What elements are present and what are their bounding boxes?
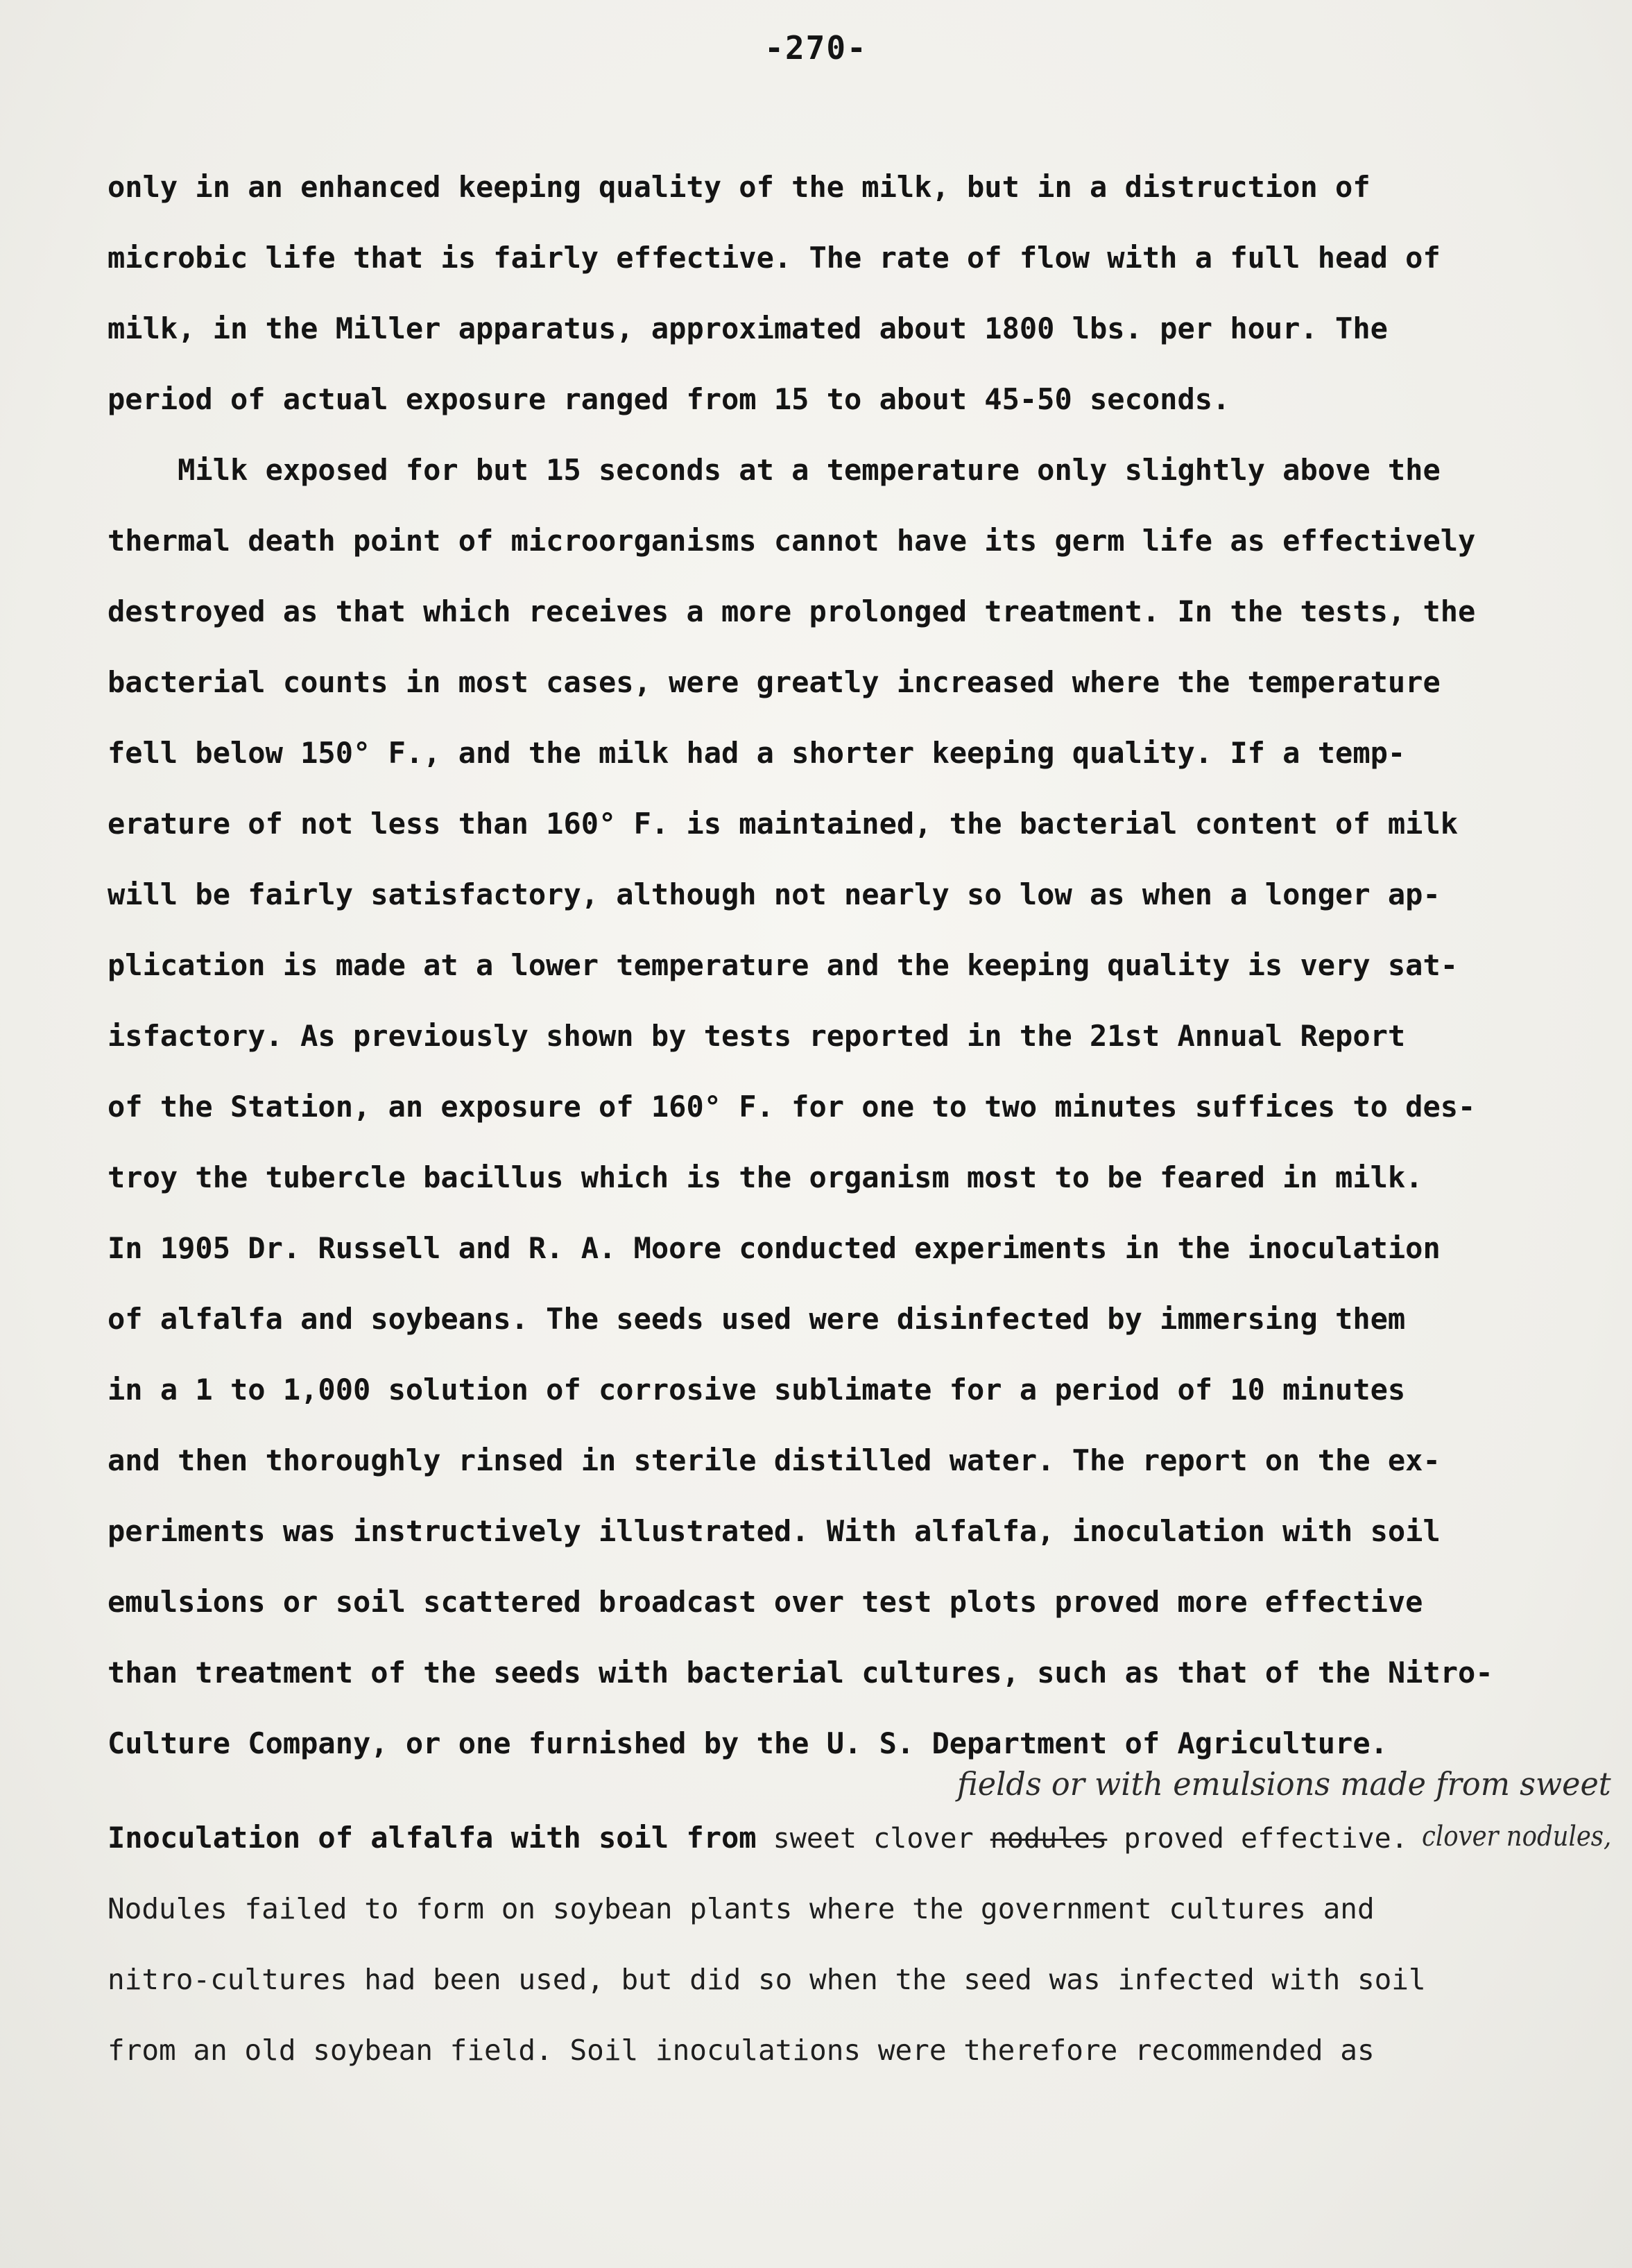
- handwritten-insertion: fields or with emulsions made from sweet: [957, 1765, 1611, 1803]
- text-line-16: In 1905 Dr. Russell and R. A. Moore conducted experiments in the inoculation: [108, 1231, 1441, 1265]
- handwritten-margin-note: clover nodules,: [1422, 1821, 1612, 1853]
- text-line-25: Nodules failed to form on soybean plants where the government cultures and: [108, 1892, 1375, 1925]
- text-line-8: bacterial counts in most cases, were greatly increased where the temperature: [108, 665, 1441, 699]
- text-line-24: [108, 1817, 1408, 1859]
- text-line-3: milk, in the Miller apparatus, approximated about 1800 lbs. per hour. The: [108, 311, 1388, 345]
- text-line-26: nitro-cultures had been used, but did so when the seed was infected with soil: [108, 1963, 1426, 1996]
- struck-word: nodules: [990, 1823, 1108, 1855]
- page-number: -270-: [764, 29, 868, 67]
- text-line-14: of the Station, an exposure of 160° F. for one to two minutes suffices to des-: [108, 1090, 1476, 1124]
- text-line-17: of alfalfa and soybeans. The seeds used were disinfected by immersing them: [108, 1302, 1406, 1336]
- text-line-9: fell below 150° F., and the milk had a shorter keeping quality. If a temp-: [108, 736, 1406, 770]
- text-line-4: period of actual exposure ranged from 15 to about 45-50 seconds.: [108, 382, 1230, 416]
- text-line-27: from an old soybean field. Soil inoculations were therefore recommended as: [108, 2034, 1375, 2067]
- text-line-7: destroyed as that which receives a more prolonged treatment. In the tests, the: [108, 594, 1476, 628]
- text-line-13: isfactory. As previously shown by tests reported in the 21st Annual Report: [108, 1019, 1406, 1053]
- text-line-19: and then thoroughly rinsed in sterile distilled water. The report on the ex-: [108, 1443, 1441, 1477]
- text-line-2: microbic life that is fairly effective. The rate of flow with a full head of: [108, 241, 1441, 275]
- text-line-6: thermal death point of microorganisms cannot have its germ life as effectively: [108, 524, 1476, 558]
- text-line-15: troy the tubercle bacillus which is the organism most to be feared in milk.: [108, 1160, 1423, 1194]
- text-line-5: Milk exposed for but 15 seconds at a temperature only slightly above the: [108, 453, 1441, 487]
- text-line-18: in a 1 to 1,000 solution of corrosive sublimate for a period of 10 minutes: [108, 1373, 1406, 1407]
- text-line-22: than treatment of the seeds with bacterial cultures, such as that of the Nitro-: [108, 1656, 1493, 1690]
- text-line-11: will be fairly satisfactory, although not nearly so low as when a longer ap-: [108, 877, 1441, 911]
- text-line-10: erature of not less than 160° F. is maintained, the bacterial content of milk: [108, 807, 1459, 841]
- text-line-24-bold: Inoculation of alfalfa with soil from: [108, 1821, 757, 1855]
- text-line-1: only in an enhanced keeping quality of the milk, but in a distruction of: [108, 170, 1371, 204]
- text-line-20: periments was instructively illustrated. With alfalfa, inoculation with soil: [108, 1514, 1441, 1548]
- text-line-23: Culture Company, or one furnished by the U. S. Department of Agriculture.: [108, 1726, 1388, 1760]
- text-line-24-normal: sweet clover: [756, 1823, 990, 1855]
- text-line-12: plication is made at a lower temperature and the keeping quality is very sat-: [108, 948, 1459, 982]
- text-line-24-tail: proved effective.: [1107, 1823, 1408, 1855]
- text-line-21: emulsions or soil scattered broadcast over test plots proved more effective: [108, 1585, 1423, 1619]
